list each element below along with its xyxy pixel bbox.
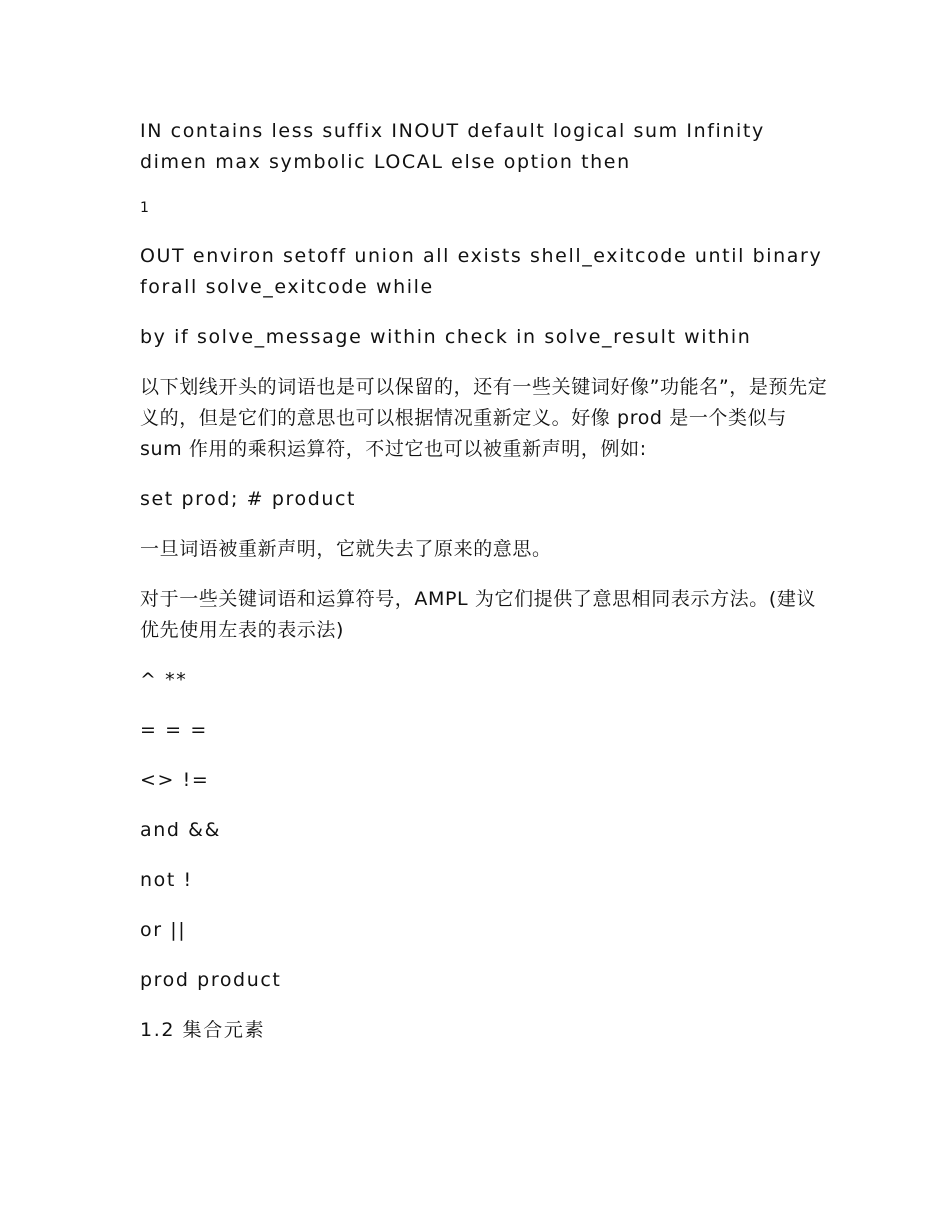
operator-equivalent-row: or ||: [140, 919, 187, 941]
paragraph-keywords-3: by if solve_message within check in solve_result within: [140, 326, 752, 348]
operator-equivalent-row: <> !=: [140, 769, 210, 791]
document-page: [140, 116, 830, 1046]
paragraph-keywords-2: OUT environ setoff union all exists shell_exitcode until binary forall solve_exitcode while: [140, 245, 830, 298]
code-example: set prod; # product: [140, 488, 357, 510]
paragraph-redeclare: 一旦词语被重新声明，它就失去了原来的意思。: [140, 538, 552, 560]
section-heading: 1.2 集合元素: [140, 1019, 266, 1041]
operator-equivalent-row: prod product: [140, 969, 282, 991]
operator-equivalent-row: and &&: [140, 819, 222, 841]
operator-equivalent-row: ^ **: [140, 669, 188, 691]
paragraph-keywords-1: IN contains less suffix INOUT default logical sum Infinity dimen max symbolic LOCAL else option then: [140, 120, 773, 173]
page-number: 1: [140, 200, 149, 216]
operator-equivalent-row: = = =: [140, 719, 208, 741]
operator-equivalent-row: not !: [140, 869, 193, 891]
paragraph-equivalents: 对于一些关键词语和运算符号，AMPL 为它们提供了意思相同表示方法。(建议优先使用左表的表示法): [140, 588, 817, 641]
paragraph-reserved-words: 以下划线开头的词语也是可以保留的，还有一些关键词好像”功能名”，是预先定义的，但是它们的意思也可以根据情况重新定义。好像 prod 是一个类似与 sum 作用的乘积运算符，不过它也可以被重新声明，例如:: [140, 376, 828, 460]
